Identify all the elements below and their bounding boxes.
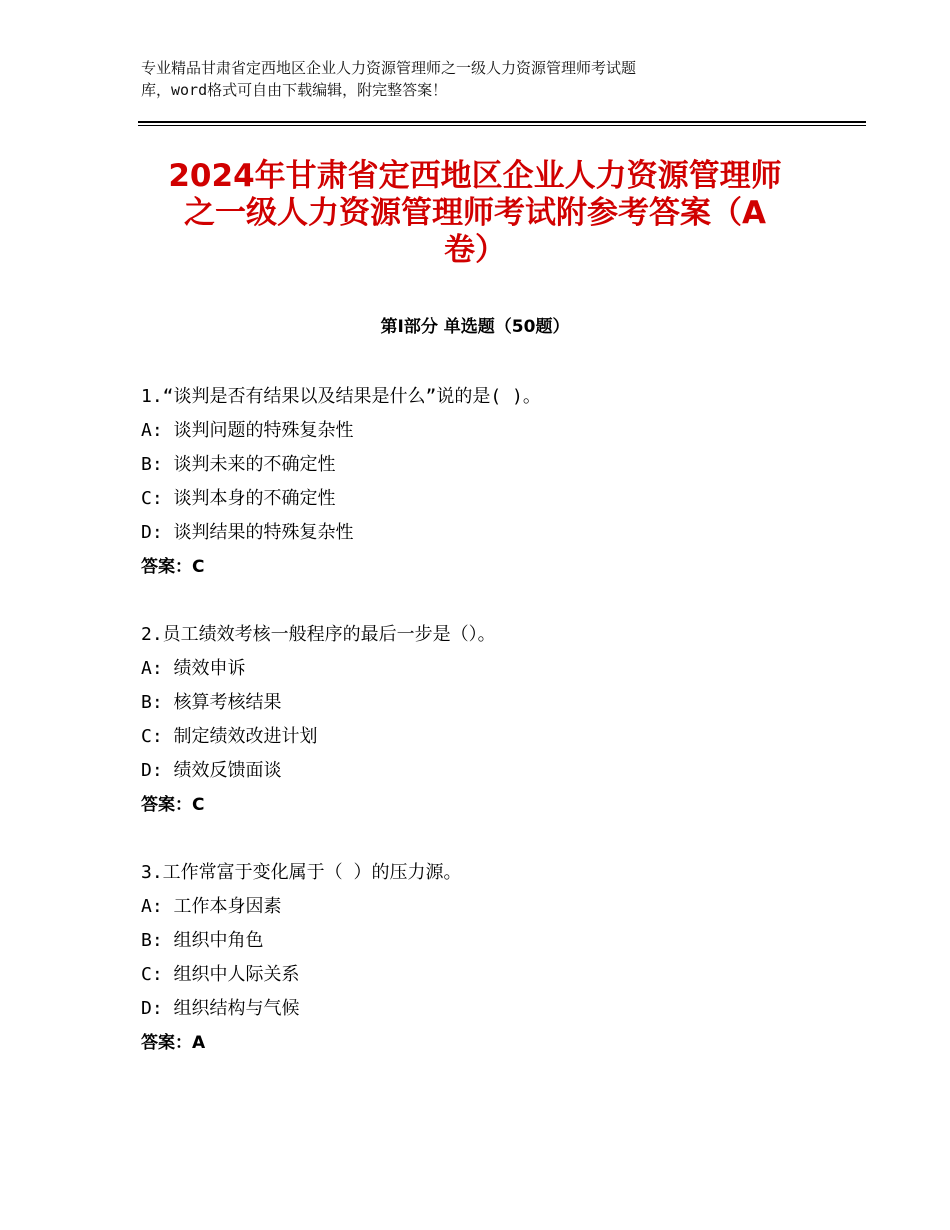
question-list (141, 380, 861, 1094)
question-1 (141, 380, 861, 584)
option-a: A: 谈判问题的特殊复杂性 (141, 420, 354, 441)
document-title-line-3: 卷） (444, 232, 506, 268)
answer-label: 答案：C (141, 557, 205, 577)
document-title-line-2: 之一级人力资源管理师考试附参考答案（A (184, 195, 766, 231)
header-note-line-2: 库，word格式可自由下载编辑，附完整答案！ (141, 81, 448, 99)
option-b: B: 核算考核结果 (141, 692, 282, 713)
option-c: C: 制定绩效改进计划 (141, 726, 318, 747)
option-a: A: 绩效申诉 (141, 658, 246, 679)
document-title-line-1: 2024年甘肃省定西地区企业人力资源管理师 (168, 158, 782, 194)
question-3 (141, 856, 861, 1060)
option-d: D: 组织结构与气候 (141, 998, 300, 1019)
option-b: B: 谈判未来的不确定性 (141, 454, 336, 475)
header-note-line-1: 专业精品甘肃省定西地区企业人力资源管理师之一级人力资源管理师考试题 (141, 59, 637, 77)
header-note (141, 57, 821, 101)
header-divider-thick (138, 121, 866, 123)
section-title: 第Ⅰ部分 单选题（50题） (380, 317, 570, 337)
header-divider-thin (138, 125, 866, 126)
option-a: A: 工作本身因素 (141, 896, 282, 917)
answer-label: 答案：C (141, 795, 205, 815)
question-2 (141, 618, 861, 822)
question-stem: 2.员工绩效考核一般程序的最后一步是（）。 (141, 624, 496, 645)
option-d: D: 绩效反馈面谈 (141, 760, 282, 781)
option-d: D: 谈判结果的特殊复杂性 (141, 522, 354, 543)
question-stem: 3.工作常富于变化属于（ ）的压力源。 (141, 862, 462, 883)
question-stem: 1.“谈判是否有结果以及结果是什么”说的是( )。 (141, 386, 541, 407)
option-b: B: 组织中角色 (141, 930, 264, 951)
answer-label: 答案：A (141, 1033, 206, 1053)
option-c: C: 谈判本身的不确定性 (141, 488, 336, 509)
document-title (130, 158, 820, 269)
option-c: C: 组织中人际关系 (141, 964, 300, 985)
